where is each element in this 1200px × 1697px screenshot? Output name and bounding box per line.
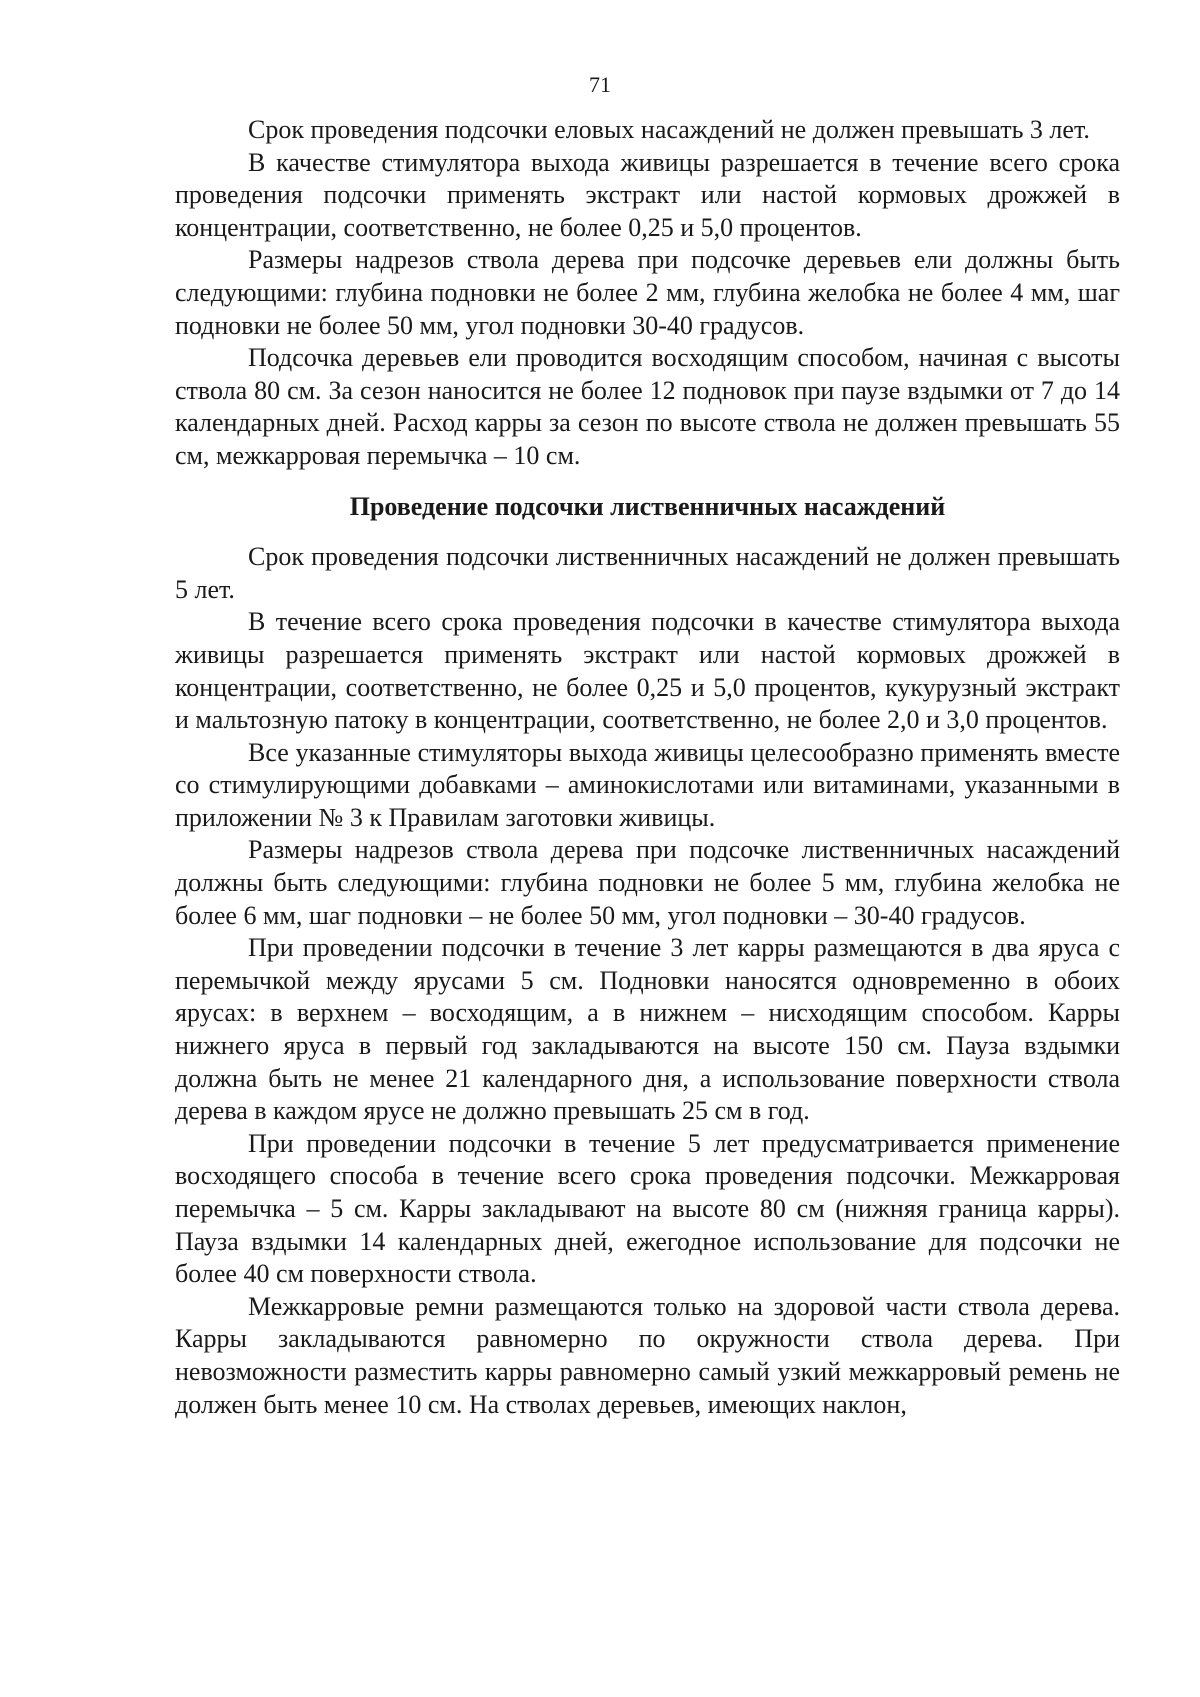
page-body (175, 114, 1120, 1421)
paragraph-larch-duration: Срок проведения подсочки лиственничных насаждений не должен превышать 5 лет. (175, 542, 1120, 604)
paragraph-larch-additives: Все указанные стимуляторы выхода живицы целесообразно применять вместе со стимулирующими добавками – аминокислотами или витаминами, указанными в приложении № 3 к Правилам заготовки живицы. (175, 737, 1120, 832)
paragraph-spruce-method: Подсочка деревьев ели проводится восходящим способом, начиная с высоты ствола 80 см. За сезон наносится не более 12 подновок при паузе вздымки от 7 до 14 календарных дней. Расход карры за сезон по высоте ствола не должен превышать 55 см, межкарровая перемычка – 10 см. (175, 343, 1120, 470)
paragraph-larch-stimulators: В течение всего срока проведения подсочки в качестве стимулятора выхода живицы разрешается применять экстракт или настой кормовых дрожжей в концентрации, соответственно, не более 0,25 и 5,0 процентов, кукурузный экстракт и мальтозную патоку в концентрации, соответственно, не более 2,0 и 3,0 процентов. (175, 607, 1120, 735)
section-heading-larch: Проведение подсочки лиственничных насаждений (349, 491, 946, 521)
paragraph-larch-three-years: При проведении подсочки в течение 3 лет карры размещаются в два яруса с перемычкой между ярусами 5 см. Подновки наносятся одновременно в обоих ярусах: в верхнем – восходящим, а в нижнем – нисходящим способом. Карры нижнего яруса в первый год закладываются на высоте 150 см. Пауза вздымки должна быть не менее 21 календарного дня, а использование поверхности ствола дерева в каждом ярусе не должно превышать 25 см в год. (175, 933, 1120, 1126)
paragraph-spruce-duration: Срок проведения подсочки еловых насаждений не должен превышать 3 лет. (248, 115, 1090, 144)
paragraph-larch-five-years: При проведении подсочки в течение 5 лет предусматривается применение восходящего способа в течение всего срока проведения подсочки. Межкарровая перемычка – 5 см. Карры закладывают на высоте 80 см (нижняя граница карры). Пауза вздымки 14 календарных дней, ежегодное использование для подсочки не более 40 см поверхности ствола. (175, 1128, 1120, 1289)
page-number: 71 (589, 72, 611, 97)
paragraph-spruce-stimulator: В качестве стимулятора выхода живицы разрешается в течение всего срока проведения подсочки применять экстракт или настой кормовых дрожжей в концентрации, соответственно, не более 0,25 и 5,0 процентов. (175, 147, 1120, 242)
paragraph-larch-cut-sizes: Размеры надрезов ствола дерева при подсочке лиственничных насаждений должны быть следующими: глубина подновки не более 5 мм, глубина желобка не более 6 мм, шаг подновки – не более 50 мм, угол подновки – 30-40 градусов. (175, 835, 1120, 930)
paragraph-larch-belts: Межкарровые ремни размещаются только на здоровой части ствола дерева. Карры закладываются равномерно по окружности ствола дерева. При невозможности разместить карры равномерно самый узкий межкарровый ремень не должен быть менее 10 см. На стволах деревьев, имеющих наклон, (175, 1291, 1120, 1419)
paragraph-spruce-cut-sizes: Размеры надрезов ствола дерева при подсочке деревьев ели должны быть следующими: глубина подновки не более 2 мм, глубина желобка не более 4 мм, шаг подновки не более 50 мм, угол подновки 30-40 градусов. (175, 245, 1120, 340)
